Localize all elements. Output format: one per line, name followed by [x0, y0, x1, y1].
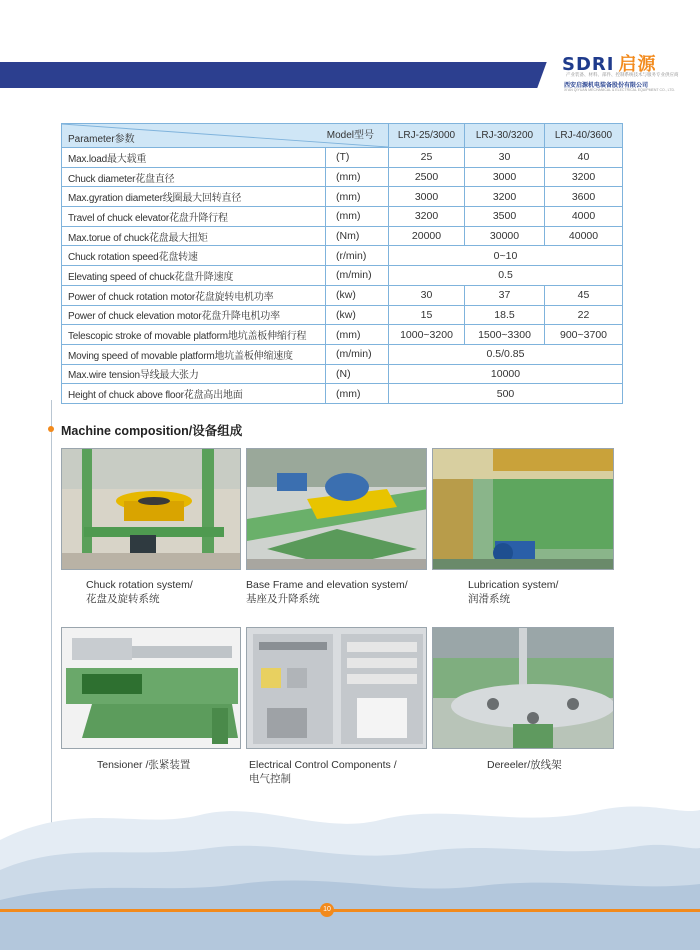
row-unit: (mm): [326, 187, 389, 207]
row-label: Max.load最大载重: [62, 148, 326, 168]
caption-chuck-rotation: [86, 578, 193, 606]
row-label: Max.torue of chuck花盘最大扭矩: [62, 226, 326, 246]
photo-electrical: [246, 627, 427, 749]
photo-chuck-rotation: [61, 448, 241, 570]
row-merged-value: 0~10: [389, 246, 623, 266]
row-label: Power of chuck rotation motor花盘旋转电机功率: [62, 285, 326, 305]
parameter-table: [61, 123, 623, 404]
row-value: 30000: [465, 226, 545, 246]
caption-line-2: 基座及升降系统: [246, 593, 320, 605]
caption-line-2: 润滑系统: [468, 593, 510, 605]
table-row: [62, 344, 623, 364]
row-value: 37: [465, 285, 545, 305]
header-parameter-label: Parameter参数: [68, 134, 135, 145]
row-value: 1000~3200: [389, 325, 465, 345]
row-value: 40: [545, 148, 623, 168]
caption-line-1: Chuck rotation system/: [86, 579, 193, 591]
row-unit: (kw): [326, 285, 389, 305]
row-unit: (mm): [326, 384, 389, 404]
row-label: Height of chuck above floor花盘高出地面: [62, 384, 326, 404]
table-row: [62, 148, 623, 168]
row-value: 3500: [465, 207, 545, 227]
row-value: 3200: [465, 187, 545, 207]
row-unit: (Nm): [326, 226, 389, 246]
row-value: 30: [465, 148, 545, 168]
caption-line-1: Electrical Control Components /: [249, 759, 397, 771]
row-unit: (mm): [326, 325, 389, 345]
row-value: 18.5: [465, 305, 545, 325]
table-row: [62, 364, 623, 384]
section-title: Machine composition/设备组成: [61, 424, 243, 438]
caption-base-frame: [246, 578, 408, 606]
row-unit: (mm): [326, 207, 389, 227]
row-value: 22: [545, 305, 623, 325]
row-value: 15: [389, 305, 465, 325]
table-row: [62, 384, 623, 404]
dereeler-image: [433, 628, 614, 749]
company-logo: [556, 48, 696, 94]
page-number: 10: [320, 903, 334, 917]
table-row: [62, 325, 623, 345]
row-value: 2500: [389, 167, 465, 187]
table-row: [62, 285, 623, 305]
row-value: 3000: [389, 187, 465, 207]
header-diagonal-cell: [62, 124, 389, 148]
logo-company-name: 西安启源机电装备股份有限公司: [564, 83, 649, 89]
footer-line: [0, 909, 700, 912]
table-row: [62, 305, 623, 325]
row-unit: (mm): [326, 167, 389, 187]
photo-base-frame: [246, 448, 427, 570]
row-unit: (kw): [326, 305, 389, 325]
model-column-2: LRJ-30/3200: [465, 124, 545, 148]
row-label: Max.gyration diameter线圈最大回转直径: [62, 187, 326, 207]
lubrication-image: [433, 449, 614, 570]
caption-line-1: Tensioner /张紧装置: [97, 759, 191, 771]
row-unit: (N): [326, 364, 389, 384]
tensioner-image: [62, 628, 241, 749]
row-value: 4000: [545, 207, 623, 227]
table-row: [62, 246, 623, 266]
header-model-label: Model型号: [326, 130, 374, 141]
row-label: Telescopic stroke of movable platform地坑盖板伸缩行程: [62, 325, 326, 345]
model-column-3: LRJ-40/3600: [545, 124, 623, 148]
row-label: Power of chuck elevation motor花盘升降电机功率: [62, 305, 326, 325]
base-frame-image: [247, 449, 427, 570]
row-value: 900~3700: [545, 325, 623, 345]
row-label: Moving speed of movable platform地坑盖板伸缩速度: [62, 344, 326, 364]
model-column-1: LRJ-25/3000: [389, 124, 465, 148]
header-band: [0, 62, 548, 88]
row-merged-value: 0.5: [389, 266, 623, 286]
caption-line-1: Lubrication system/: [468, 579, 559, 591]
row-value: 3600: [545, 187, 623, 207]
logo-brand-cn: 启源: [618, 54, 657, 75]
caption-line-1: Base Frame and elevation system/: [246, 579, 408, 591]
logo-company-en: XI'AN QIYUAN MECHANICAL & ELECTRICAL EQUIPMENT CO., LTD.: [564, 88, 675, 92]
row-unit: (m/min): [326, 266, 389, 286]
table-row: [62, 207, 623, 227]
logo-brand-text: SDRI: [562, 54, 615, 75]
caption-line-2: 花盘及旋转系统: [86, 593, 160, 605]
logo-tagline: 产业装备、材料、部件、控制系统技术与服务专业供应商: [566, 72, 679, 77]
row-value: 30: [389, 285, 465, 305]
row-label: Travel of chuck elevator花盘升降行程: [62, 207, 326, 227]
table-row: [62, 226, 623, 246]
row-value: 3200: [545, 167, 623, 187]
table-header-row: [62, 124, 623, 148]
caption-lubrication: [468, 578, 558, 606]
table-row: [62, 167, 623, 187]
row-unit: (T): [326, 148, 389, 168]
row-merged-value: 500: [389, 384, 623, 404]
photo-lubrication: [432, 448, 614, 570]
mountain-background: [0, 760, 700, 950]
photo-dereeler: [432, 627, 614, 749]
row-unit: (r/min): [326, 246, 389, 266]
section-bullet-icon: [48, 426, 54, 432]
table-row: [62, 187, 623, 207]
row-value: 3000: [465, 167, 545, 187]
row-merged-value: 10000: [389, 364, 623, 384]
row-label: Max.wire tension导线最大张力: [62, 364, 326, 384]
row-value: 40000: [545, 226, 623, 246]
caption-line-2: 电气控制: [249, 773, 291, 785]
row-value: 1500~3300: [465, 325, 545, 345]
row-value: 25: [389, 148, 465, 168]
row-merged-value: 0.5/0.85: [389, 344, 623, 364]
photo-tensioner: [61, 627, 241, 749]
caption-line-1: Dereeler/放线架: [487, 759, 562, 771]
row-unit: (m/min): [326, 344, 389, 364]
table-row: [62, 266, 623, 286]
chuck-rotation-image: [62, 449, 241, 570]
electrical-image: [247, 628, 427, 749]
row-value: 20000: [389, 226, 465, 246]
row-value: 3200: [389, 207, 465, 227]
row-label: Chuck rotation speed花盘转速: [62, 246, 326, 266]
row-value: 45: [545, 285, 623, 305]
row-label: Chuck diameter花盘直径: [62, 167, 326, 187]
row-label: Elevating speed of chuck花盘升降速度: [62, 266, 326, 286]
